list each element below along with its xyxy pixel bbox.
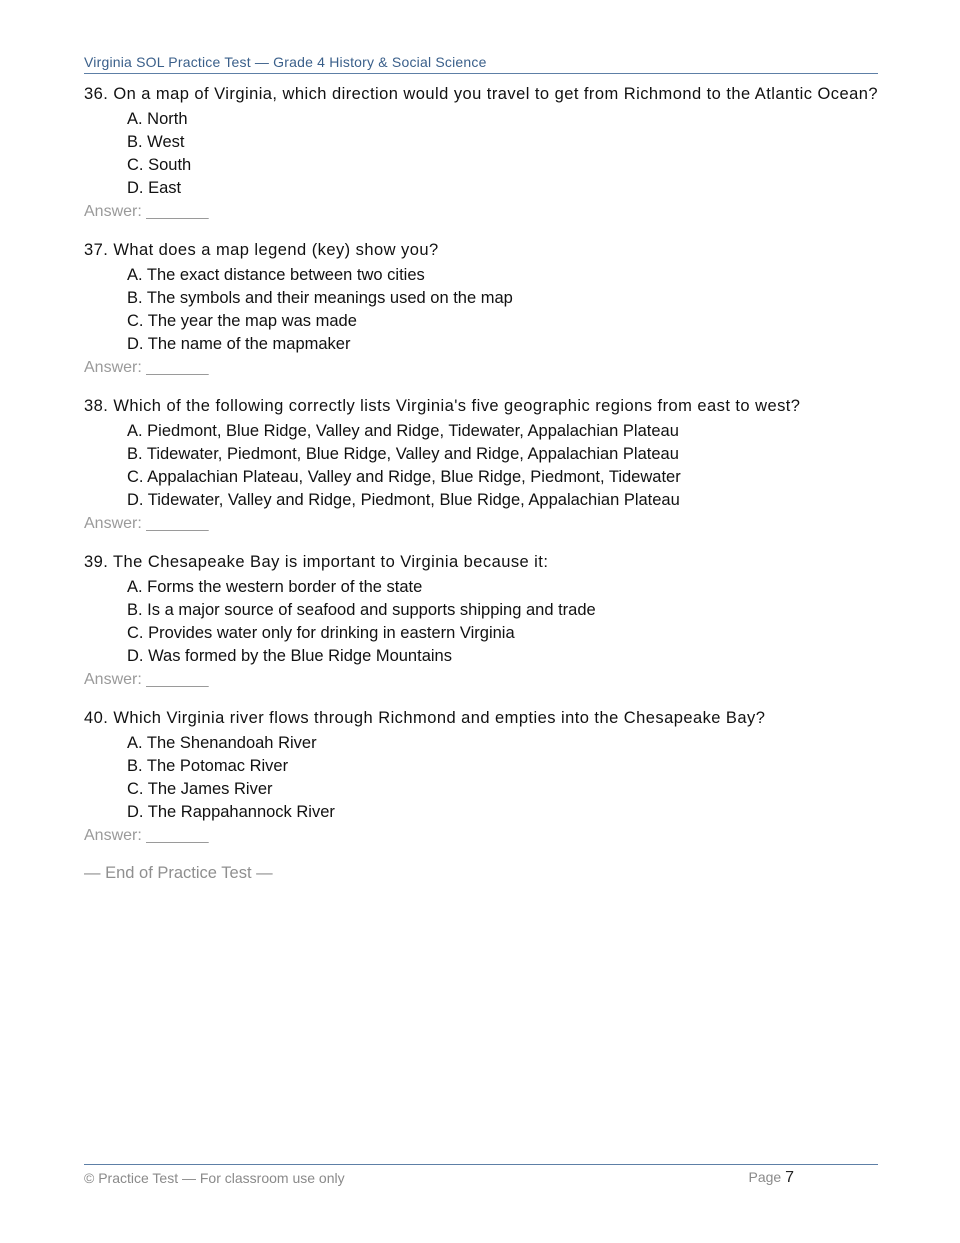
document-page bbox=[84, 0, 878, 1243]
answer-line: Answer: _______ bbox=[84, 359, 209, 376]
answer-line: Answer: _______ bbox=[84, 827, 209, 844]
option-c: C. Provides water only for drinking in eastern Virginia bbox=[127, 624, 515, 642]
page-label: Page bbox=[748, 1169, 782, 1185]
page-number: 7 bbox=[785, 1169, 794, 1186]
answer-options bbox=[127, 264, 878, 356]
option-d: D. Was formed by the Blue Ridge Mountains bbox=[127, 647, 452, 665]
option-b: B. The symbols and their meanings used on the map bbox=[127, 289, 513, 307]
option-c: C. South bbox=[127, 156, 192, 174]
question-text: 38. Which of the following correctly lists Virginia's five geographic regions from east to west? bbox=[84, 397, 801, 415]
question-text: 37. What does a map legend (key) show you? bbox=[84, 241, 439, 259]
answer-options bbox=[127, 576, 878, 668]
option-d: D. The Rappahannock River bbox=[127, 803, 335, 821]
question-38 bbox=[84, 396, 878, 534]
question-39 bbox=[84, 552, 878, 690]
option-a: A. Forms the western border of the state bbox=[127, 578, 423, 596]
answer-options bbox=[127, 732, 878, 824]
question-text: 40. Which Virginia river flows through Richmond and empties into the Chesapeake Bay? bbox=[84, 709, 766, 727]
option-b: B. West bbox=[127, 133, 185, 151]
answer-line: Answer: _______ bbox=[84, 203, 209, 220]
option-a: A. North bbox=[127, 110, 188, 128]
option-d: D. Tidewater, Valley and Ridge, Piedmont, Blue Ridge, Appalachian Plateau bbox=[127, 491, 680, 509]
answer-options bbox=[127, 420, 878, 512]
option-c: C. The year the map was made bbox=[127, 312, 357, 330]
question-37 bbox=[84, 240, 878, 378]
option-a: A. The exact distance between two cities bbox=[127, 266, 425, 284]
option-d: D. East bbox=[127, 179, 182, 197]
option-a: A. The Shenandoah River bbox=[127, 734, 317, 752]
answer-options bbox=[127, 108, 878, 200]
option-b: B. The Potomac River bbox=[127, 757, 289, 775]
option-c: C. Appalachian Plateau, Valley and Ridge, Blue Ridge, Piedmont, Tidewater bbox=[127, 468, 681, 486]
question-text: 36. On a map of Virginia, which direction would you travel to get from Richmond to the Atlantic Ocean? bbox=[84, 85, 878, 103]
question-list bbox=[84, 84, 878, 883]
page-header bbox=[84, 54, 878, 74]
page-footer bbox=[84, 1164, 878, 1186]
footer-copyright: © Practice Test — For classroom use only bbox=[84, 1170, 345, 1186]
question-40 bbox=[84, 708, 878, 846]
end-of-test-note: — End of Practice Test — bbox=[84, 864, 273, 882]
option-d: D. The name of the mapmaker bbox=[127, 335, 351, 353]
question-text: 39. The Chesapeake Bay is important to Virginia because it: bbox=[84, 553, 549, 571]
question-36 bbox=[84, 84, 878, 222]
option-a: A. Piedmont, Blue Ridge, Valley and Ridge, Tidewater, Appalachian Plateau bbox=[127, 422, 679, 440]
answer-line: Answer: _______ bbox=[84, 515, 209, 532]
header-title: Virginia SOL Practice Test — Grade 4 History & Social Science bbox=[84, 54, 487, 70]
page-indicator bbox=[749, 1169, 795, 1187]
option-b: B. Tidewater, Piedmont, Blue Ridge, Valley and Ridge, Appalachian Plateau bbox=[127, 445, 679, 463]
answer-line: Answer: _______ bbox=[84, 671, 209, 688]
option-b: B. Is a major source of seafood and supports shipping and trade bbox=[127, 601, 596, 619]
option-c: C. The James River bbox=[127, 780, 273, 798]
